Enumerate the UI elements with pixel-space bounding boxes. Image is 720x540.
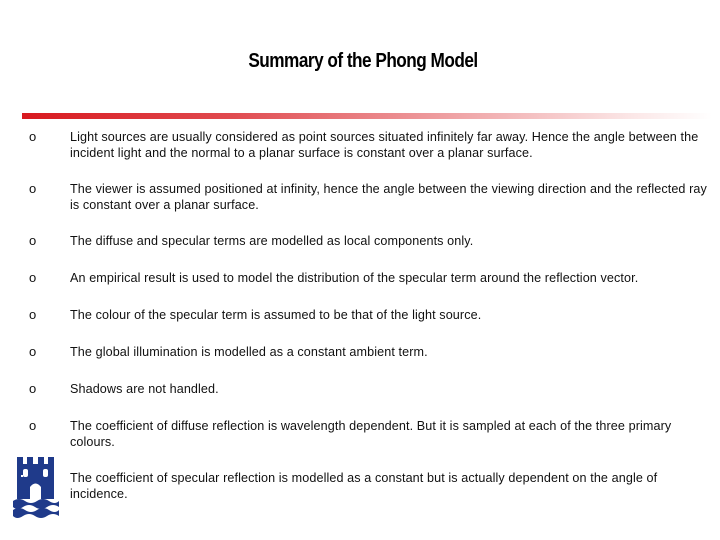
bullet-text: The coefficient of diffuse reflection is wavelength dependent. But it is sampled at each of the three primary colours. bbox=[70, 419, 672, 449]
bullet-marker: o bbox=[29, 270, 37, 285]
bullet-marker: o bbox=[29, 307, 37, 322]
bullet-marker: o bbox=[29, 418, 37, 433]
bullet-text: The global illumination is modelled as a constant ambient term. bbox=[70, 345, 428, 359]
slide-title: Summary of the Phong Model bbox=[248, 50, 478, 72]
bullet-text: The colour of the specular term is assumed to be that of the light source. bbox=[70, 308, 482, 322]
bullet-marker: o bbox=[29, 381, 37, 396]
bullet-text: An empirical result is used to model the distribution of the specular term around the reflection vector. bbox=[70, 271, 639, 285]
bullet-marker: o bbox=[29, 344, 37, 359]
bullet-marker: o bbox=[29, 181, 37, 196]
bullet-text: The coefficient of specular reflection is modelled as a constant but is actually dependent on the angle of incidence. bbox=[70, 471, 658, 501]
bullet-marker: o bbox=[29, 129, 37, 144]
bullet-text: Light sources are usually considered as point sources situated infinitely far away. Hence the angle between the incident light and the normal to a planar surface is constant over a planar surface. bbox=[70, 130, 699, 160]
university-crest-logo-icon bbox=[11, 455, 61, 523]
bullet-text: The viewer is assumed positioned at infinity, hence the angle between the viewing direction and the reflected ray is constant over a planar surface. bbox=[70, 182, 707, 212]
bullet-text: The diffuse and specular terms are modelled as local components only. bbox=[70, 234, 474, 248]
bullet-marker: o bbox=[29, 233, 37, 248]
bullet-text: Shadows are not handled. bbox=[70, 382, 219, 396]
